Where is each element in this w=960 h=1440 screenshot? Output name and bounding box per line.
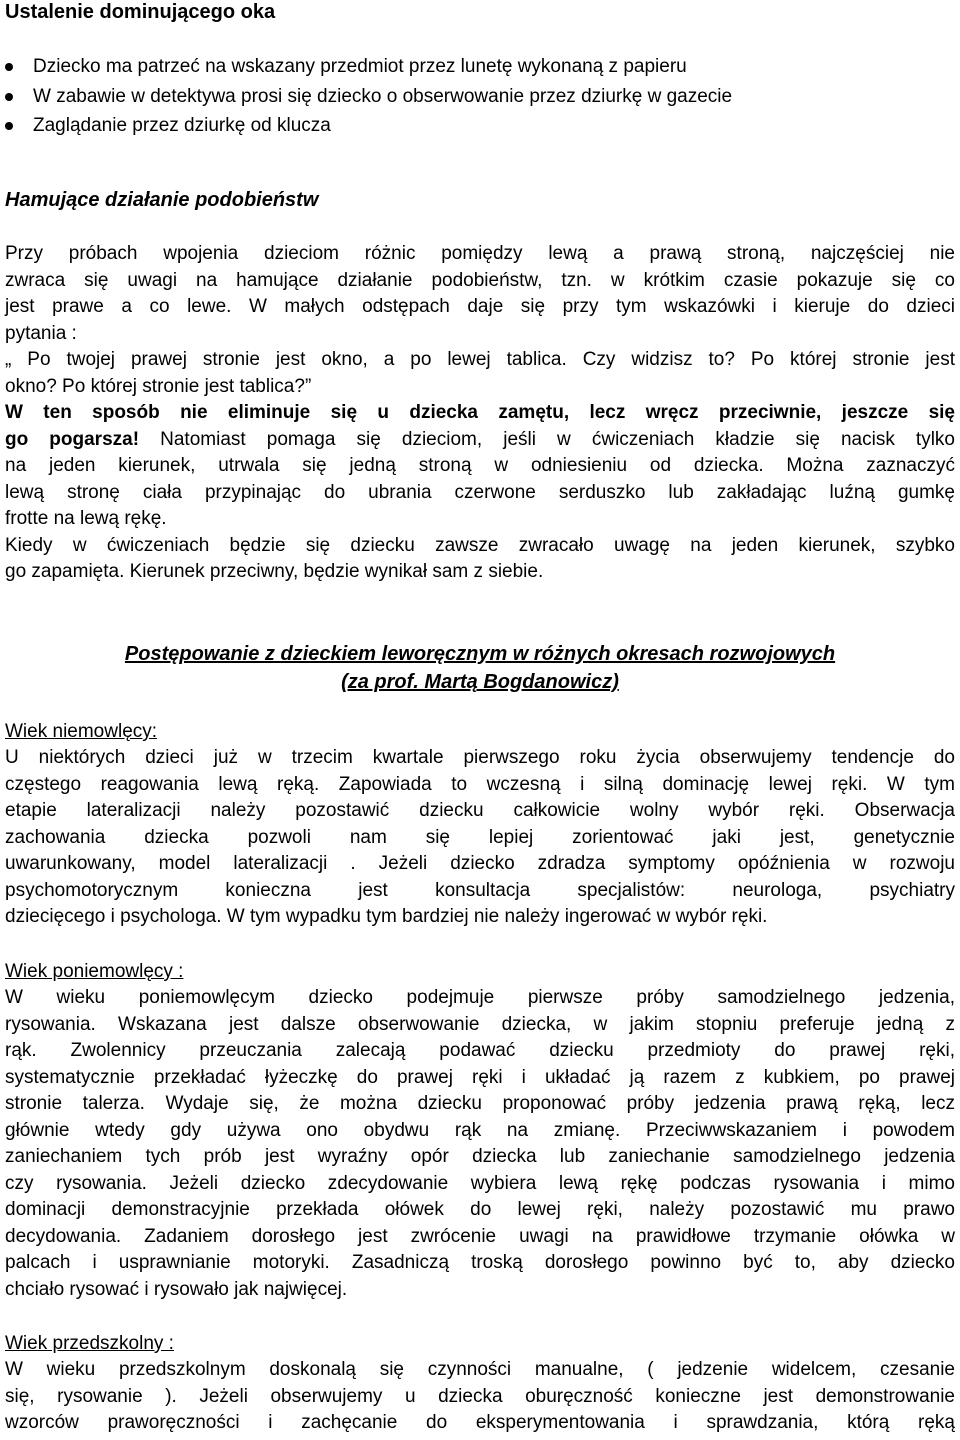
section-heading-similarities: Hamujące działanie podobieństw — [5, 189, 319, 211]
bold-statement-end: go pogarsza! — [5, 428, 140, 450]
bold-statement-line: W ten sposób nie eliminuje się u dziecka zamętu, lecz wręcz przeciwnie, jeszcze się — [5, 402, 955, 423]
paragraph-line: Kiedy w ćwiczeniach będzie się dziecku zawsze zwracało uwagę na jeden kierunek, szybko — [5, 534, 955, 556]
section-heading-lefthanded-author: (za prof. Martą Bogdanowicz) — [341, 671, 619, 693]
paragraph-line: czy rysowania. Jeżeli dziecko zdecydowanie wybiera lewą rękę podczas rysowania i mimo — [5, 1172, 955, 1194]
paragraph-line: jest prawe a co lewe. W małych odstępach daje się przy tym wskazówki i kieruje do dzieci — [5, 296, 955, 317]
paragraph-line: głównie wtedy gdy używa ono obydwu rąk na zmianę. Przeciwwskazaniem i powodem — [5, 1119, 955, 1141]
paragraph-line: etapie lateralizacji należy pozostawić dziecku całkowicie wolny wybór ręki. Obserwacja — [5, 800, 955, 821]
age-label-toddler: Wiek poniemowlęcy : — [5, 961, 184, 982]
paragraph-line: zaniechaniem tych prób jest wyraźny opór dziecka lub zaniechanie samodzielnego jedzenia — [5, 1146, 955, 1167]
paragraph-line: palcach i usprawnianie motoryki. Zasadniczą troską dorosłego powinno być to, aby dziecko — [5, 1252, 955, 1273]
list-item: Zaglądanie przez dziurkę od klucza — [5, 111, 945, 141]
paragraph-line: stronie talerza. Wydaje się, że można dziecku proponować próby jedzenia prawą ręką, lecz — [5, 1093, 955, 1114]
paragraph-line: dziecięcego i psychologa. W tym wypadku tym bardziej nie należy ingerować w wybór ręki. — [5, 906, 768, 927]
list-item: Dziecko ma patrzeć na wskazany przedmiot przez lunetę wykonaną z papieru — [5, 52, 945, 82]
paragraph-line: Przy próbach wpojenia dzieciom różnic pomiędzy lewą a prawą stroną, najczęściej nie — [5, 243, 955, 264]
paragraph-line: W wieku przedszkolnym doskonalą się czynności manualne, ( jedzenie widelcem, czesanie — [5, 1359, 955, 1380]
section-heading-lefthanded: Postępowanie z dzieckiem leworęcznym w różnych okresach rozwojowych — [124, 643, 836, 665]
paragraph-line: na jeden kierunek, utrwala się jedną stroną w odniesieniu od dziecka. Można zaznaczyć — [5, 455, 955, 476]
age-toddler-body — [5, 985, 955, 1303]
document-title: Ustalenie dominującego oka — [5, 1, 276, 23]
paragraph-line: wzorców praworęczności i zachęcanie do eksperymentowania i sprawdzania, którą ręką — [5, 1412, 955, 1433]
paragraph-line: rąk. Zwolennicy przeuczania zalecają podawać dziecku przedmioty do prawej ręki, — [5, 1040, 955, 1061]
paragraph-line: psychomotorycznym konieczna jest konsultacja specjalistów: neurologa, psychiatry — [5, 879, 955, 901]
paragraph-line: zachowania dziecka pozwoli nam się lepiej zorientować jaki jest, genetycznie — [5, 826, 955, 848]
paragraph-line: lewą stronę ciała przypinając do ubrania czerwone serduszko lub zakładając luźną gumkę — [5, 481, 955, 503]
paragraph-line: W wieku poniemowlęcym dziecko podejmuje pierwsze próby samodzielnego jedzenia, — [5, 987, 955, 1008]
paragraph-line: pytania : — [5, 322, 77, 344]
paragraph-line: się, rysowanie ). Jeżeli obserwujemy u dziecka oburęczność konieczne jest demonstrowanie — [5, 1385, 955, 1407]
paragraph-line: uwarunkowany, model lateralizacji . Jeżeli dziecko zdradza symptomy opóźnienia w rozwoju — [5, 853, 955, 874]
paragraph-line: zwraca się uwagi na hamujące działanie podobieństw, tzn. w krótkim czasie pokazuje się co — [5, 269, 955, 291]
paragraph-line: decydowania. Zadaniem dorosłego jest zwrócenie uwagi na prawidłowe trzymanie ołówka w — [5, 1225, 955, 1247]
bullet-list — [5, 52, 945, 141]
age-infant-body — [5, 745, 955, 931]
paragraph-line: U niektórych dzieci już w trzecim kwartale pierwszego roku życia obserwujemy tendencje do — [5, 747, 955, 768]
list-item: W zabawie w detektywa prosi się dziecko o obserwowanie przez dziurkę w gazecie — [5, 82, 945, 112]
paragraph-line: okno? Po której stronie jest tablica?” — [5, 375, 312, 397]
paragraph-line: go zapamięta. Kierunek przeciwny, będzie wynikał sam z siebie. — [5, 561, 544, 582]
bullet-icon — [5, 63, 13, 71]
age-preschool-body — [5, 1357, 955, 1437]
age-label-preschool: Wiek przedszkolny : — [5, 1333, 174, 1354]
age-label-infant: Wiek niemowlęcy: — [5, 721, 158, 742]
section-similarities-body — [5, 241, 955, 586]
paragraph-line: „ Po twojej prawej stronie jest okno, a po lewej tablica. Czy widzisz to? Po której stronie jest — [5, 349, 955, 370]
paragraph-line: frotte na lewą rękę. — [5, 508, 167, 529]
paragraph-line: systematycznie przekładać łyżeczkę do prawej ręki i układać ją razem z kubkiem, po prawej — [5, 1066, 955, 1088]
paragraph-line: go pogarsza! Natomiast pomaga się dzieciom, jeśli w ćwiczeniach kładzie się nacisk tylko — [5, 428, 955, 450]
bullet-icon — [5, 93, 13, 101]
paragraph-line: rysowania. Wskazana jest dalsze obserwowanie dziecka, w jakim stopniu preferuje jedną z — [5, 1013, 955, 1035]
paragraph-line: dominacji demonstracyjnie przekłada ołówek do lewej ręki, należy pozostawić mu prawo — [5, 1199, 955, 1220]
paragraph-line: częstego reagowania lewą ręką. Zapowiada to wczesną i silną dominację lewej ręki. W tym — [5, 773, 955, 795]
bullet-icon — [5, 122, 13, 130]
paragraph-line: chciało rysować i rysowało jak najwięcej. — [5, 1278, 348, 1300]
